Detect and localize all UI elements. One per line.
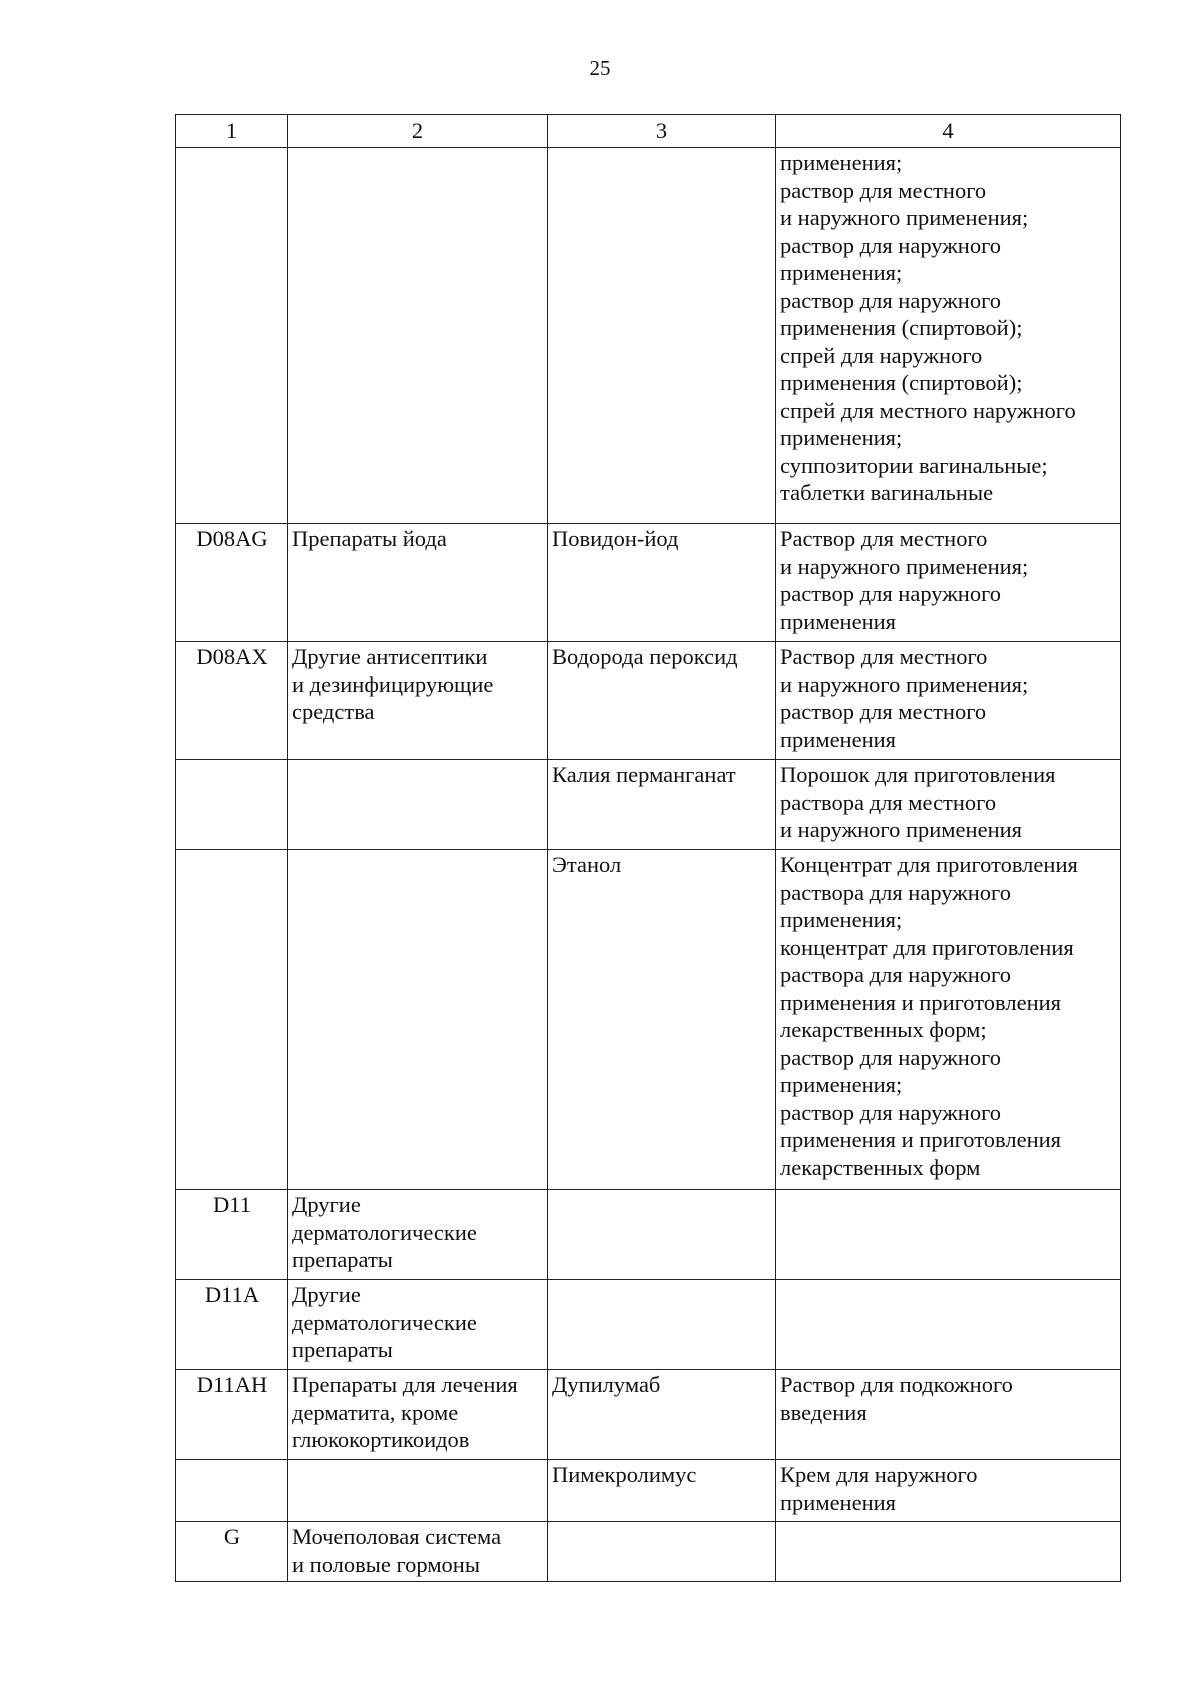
cell-line: Этанол (552, 852, 622, 877)
drug-name-cell (548, 524, 776, 642)
group-name-cell (288, 1280, 548, 1370)
drug-name-cell (548, 1460, 776, 1522)
cell-line: Раствор для местного (780, 644, 988, 669)
cell-line: раствор для местного (780, 177, 987, 203)
cell-line: Калия перманганат (552, 762, 736, 787)
cell-line: Концентрат для приготовления (780, 852, 1078, 877)
atc-code-cell: D11 (176, 1190, 288, 1280)
group-name-cell (288, 850, 548, 1190)
group-name-cell (288, 1370, 548, 1460)
cell-line: и наружного применения; (780, 671, 1029, 697)
dosage-forms-cell (776, 524, 1121, 642)
table-row (176, 148, 1121, 524)
cell-line: применения и приготовления (780, 1127, 1062, 1152)
cell-line: и наружного применения (780, 817, 1022, 842)
cell-line: применения (спиртовой); (780, 315, 1023, 340)
table-row (176, 1522, 1121, 1582)
cell-line: спрей для наружного (780, 342, 983, 368)
cell-line: применения (780, 1489, 897, 1515)
drug-name-cell (548, 1522, 776, 1582)
column-header-group: 2 (288, 115, 548, 148)
cell-line: применения и приготовления (780, 989, 1062, 1015)
cell-line: Мочеполовая система (292, 1524, 502, 1549)
drug-name-cell (548, 1280, 776, 1370)
cell-line: Препараты для лечения (292, 1372, 518, 1397)
column-header-forms: 4 (776, 115, 1121, 148)
cell-line: Раствор для местного (780, 526, 988, 551)
group-name-cell (288, 1522, 548, 1582)
cell-line: Крем для наружного (780, 1462, 978, 1487)
cell-line: Порошок для приготовления (780, 762, 1056, 787)
cell-line: раствор для наружного (780, 1099, 1001, 1125)
table-row (176, 760, 1121, 850)
cell-line: дерматологические (292, 1219, 477, 1245)
cell-line: Другие антисептики (292, 644, 488, 669)
drug-name-cell (548, 850, 776, 1190)
group-name-cell (288, 148, 548, 524)
cell-line: и наружного применения; (780, 205, 1029, 230)
group-name-cell (288, 1190, 548, 1280)
cell-line: раствор для местного (780, 699, 987, 724)
cell-line: введения (780, 1399, 867, 1425)
dosage-forms-cell (776, 850, 1121, 1190)
cell-line: применения; (780, 260, 903, 285)
cell-line: Другие (292, 1282, 361, 1307)
cell-line: Пимекролимус (552, 1462, 697, 1487)
cell-line: препараты (292, 1247, 393, 1272)
group-name-cell (288, 642, 548, 760)
dosage-forms-cell (776, 1522, 1121, 1582)
cell-line: Другие (292, 1192, 361, 1217)
drug-name-cell (548, 1370, 776, 1460)
table-row (176, 524, 1121, 642)
cell-line: раствор для наружного (780, 287, 1001, 313)
cell-line: лекарственных форм; (780, 1017, 987, 1042)
group-name-cell (288, 1460, 548, 1522)
atc-code-cell (176, 850, 288, 1190)
table-row (176, 1370, 1121, 1460)
dosage-forms-cell (776, 642, 1121, 760)
drug-name-cell (548, 760, 776, 850)
atc-code-cell: D11A (176, 1280, 288, 1370)
page-number: 25 (589, 56, 611, 80)
atc-code-cell: D11AH (176, 1370, 288, 1460)
cell-line: концентрат для приготовления (780, 934, 1074, 960)
cell-line: применения (780, 608, 897, 634)
cell-line: средства (292, 699, 375, 724)
cell-line: применения; (780, 1072, 903, 1097)
atc-code-cell: G (176, 1522, 288, 1582)
cell-line: и половые гормоны (292, 1551, 480, 1577)
cell-line: применения; (780, 425, 903, 450)
cell-line: спрей для местного наружного (780, 397, 1076, 423)
cell-line: таблетки вагинальные (780, 480, 994, 505)
cell-line: Повидон-йод (552, 526, 679, 551)
drug-name-cell (548, 642, 776, 760)
cell-line: применения; (780, 907, 903, 932)
dosage-forms-cell (776, 1460, 1121, 1522)
dosage-forms-cell (776, 1280, 1121, 1370)
table-header-row (176, 115, 1121, 148)
atc-code-cell: D08AG (176, 524, 288, 642)
column-header-code: 1 (176, 115, 288, 148)
cell-line: применения; (780, 150, 903, 175)
cell-line: раствор для наружного (780, 232, 1001, 258)
cell-line: суппозитории вагинальные; (780, 452, 1048, 478)
cell-line: и наружного применения; (780, 553, 1029, 579)
dosage-forms-cell (776, 148, 1121, 524)
group-name-cell (288, 524, 548, 642)
table-row (176, 642, 1121, 760)
cell-line: раствора для наружного (780, 879, 1011, 905)
table-row (176, 1190, 1121, 1280)
cell-line: дерматологические (292, 1309, 477, 1335)
cell-line: Препараты йода (292, 526, 447, 551)
dosage-forms-cell (776, 760, 1121, 850)
atc-code-cell (176, 760, 288, 850)
cell-line: раствор для наружного (780, 581, 1001, 606)
cell-line: и дезинфицирующие (292, 671, 494, 697)
cell-line: раствора для местного (780, 789, 997, 815)
group-name-cell (288, 760, 548, 850)
dosage-forms-cell (776, 1190, 1121, 1280)
cell-line: раствор для наружного (780, 1044, 1001, 1070)
cell-line: Водорода пероксид (552, 644, 738, 669)
cell-line: препараты (292, 1337, 393, 1362)
dosage-forms-cell (776, 1370, 1121, 1460)
cell-line: раствора для наружного (780, 962, 1011, 987)
atc-code-cell: D08AX (176, 642, 288, 760)
cell-line: Раствор для подкожного (780, 1372, 1013, 1397)
drug-name-cell (548, 148, 776, 524)
table-row (176, 1460, 1121, 1522)
medicines-table (175, 114, 1121, 1582)
atc-code-cell (176, 1460, 288, 1522)
drug-name-cell (548, 1190, 776, 1280)
table-body (176, 148, 1121, 1582)
table-row (176, 850, 1121, 1190)
cell-line: применения (780, 726, 897, 752)
cell-line: дерматита, кроме (292, 1399, 459, 1425)
cell-line: применения (спиртовой); (780, 370, 1023, 395)
column-header-drug: 3 (548, 115, 776, 148)
cell-line: лекарственных форм (780, 1154, 981, 1180)
table-row (176, 1280, 1121, 1370)
cell-line: глюкокортикоидов (292, 1427, 470, 1452)
atc-code-cell (176, 148, 288, 524)
cell-line: Дупилумаб (552, 1372, 661, 1397)
